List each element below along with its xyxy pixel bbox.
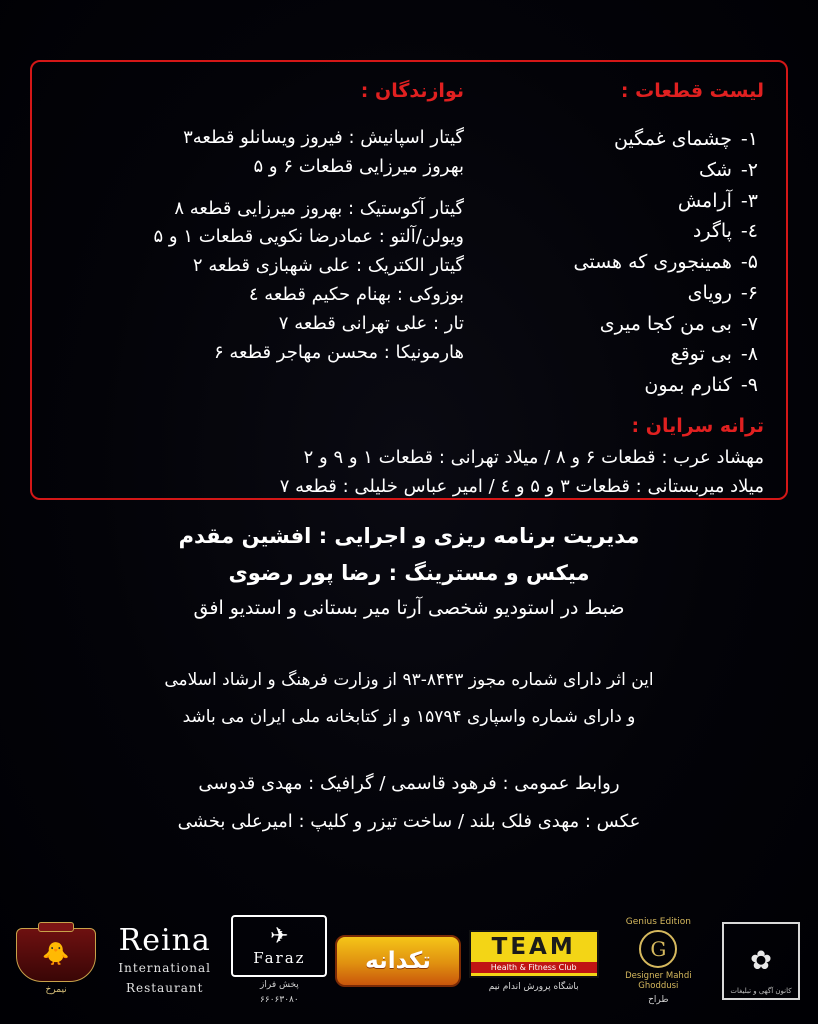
- logo-takdaneh-name: تکدانه: [365, 948, 431, 974]
- ornament-icon: ✿: [750, 946, 772, 976]
- track-title: بی توقع: [670, 343, 732, 366]
- logo-agency-caption: کانون آگهی و تبلیغات: [730, 987, 792, 995]
- logo-nimrokh[interactable]: [14, 928, 98, 995]
- track-title: چشمای غمگین: [613, 128, 732, 150]
- track-item: [464, 216, 764, 247]
- track-item: [464, 124, 764, 155]
- performer-line: گیتار اسپانیش : فیروز ویسانلو قطعه۳: [183, 127, 464, 148]
- logo-faraz-name: Faraz: [253, 948, 306, 967]
- performer-line: بوزوکی : بهنام حکیم قطعه ٤: [248, 283, 464, 305]
- track-number: ۹-: [740, 374, 758, 397]
- shield-icon: [16, 928, 96, 982]
- sponsor-logo-strip: [0, 906, 818, 1016]
- logo-reina-sub1: International: [118, 960, 212, 975]
- logo-agency-frame: [722, 922, 800, 1000]
- songwriter-line: میلاد میربستانی : قطعات ۳ و ۵ و ٤ / امیر عباس خلیلی : قطعه ۷: [279, 476, 764, 498]
- logo-team-word: TEAM: [491, 933, 576, 960]
- logo-team-plate: [469, 930, 599, 978]
- track-title: شک: [699, 158, 732, 181]
- track-title: رویای: [687, 281, 732, 304]
- track-item: [464, 309, 764, 340]
- bird-icon: ✈: [270, 923, 289, 949]
- logo-genius-edition[interactable]: [606, 917, 710, 1005]
- track-title: آرامش: [677, 189, 732, 212]
- logo-genius-top: Genius Edition: [625, 917, 691, 927]
- track-item: [464, 370, 764, 401]
- shield-cap-icon: [38, 922, 74, 932]
- songwriters-heading: ترانه سرایان :: [631, 414, 764, 437]
- logo-faraz-frame: [231, 915, 327, 977]
- info-panel: [30, 60, 788, 500]
- tracklist-column: [464, 80, 764, 401]
- performer-line: بهروز میرزایی قطعات ۶ و ۵: [253, 155, 464, 177]
- credits-section: [0, 518, 818, 624]
- legal-section: [0, 662, 818, 735]
- track-number: ۲-: [740, 158, 758, 181]
- performer-line: تار : علی تهرانی قطعه ۷: [278, 312, 464, 334]
- logo-team-club[interactable]: [469, 930, 599, 992]
- crew-pr-graphic-line: روابط عمومی : فرهود قاسمی / گرافیک : مهدی قدوسی: [198, 773, 620, 794]
- credit-management: مدیریت برنامه ریزی و اجرایی : افشین مقدم: [178, 524, 640, 548]
- logo-nimrokh-label: نیمرخ: [45, 984, 67, 995]
- logo-team-sub: Health & Fitness Club: [471, 962, 597, 973]
- track-number: ٤-: [740, 220, 758, 243]
- track-item: [464, 186, 764, 217]
- track-number: ۷-: [740, 312, 758, 335]
- logo-reina[interactable]: [106, 922, 224, 996]
- logo-genius-fa: طراح: [648, 995, 669, 1005]
- track-number: ۵-: [740, 251, 758, 274]
- track-number: ۱-: [740, 128, 758, 150]
- crew-photo-clip-line: عکس : مهدی فلک بلند / ساخت تیزر و کلیپ : امیرعلی بخشی: [177, 810, 641, 832]
- logo-faraz[interactable]: [231, 915, 327, 1006]
- info-panel-inner: [32, 62, 786, 498]
- logo-agency[interactable]: [718, 922, 804, 1000]
- performer-line: گیتار آکوستیک : بهروز میرزایی قطعه ۸: [174, 197, 464, 219]
- logo-takdaneh-plate: [335, 935, 461, 987]
- logo-reina-sub2: Restaurant: [126, 981, 204, 995]
- track-item: [464, 155, 764, 186]
- track-number: ۳-: [740, 189, 758, 212]
- performers-column: [54, 80, 464, 367]
- eagle-icon: 🐥: [42, 941, 70, 967]
- track-item: [464, 247, 764, 278]
- legal-deposit-line: و دارای شماره واسپاری ۱۵۷۹۴ و از کتابخانه ملی ایران می باشد: [182, 706, 636, 727]
- track-title: همینجوری که هستی: [573, 251, 732, 274]
- logo-genius-designer: Designer Mahdi Ghoddusi: [625, 971, 692, 991]
- songwriters-block: [54, 443, 764, 501]
- credit-mixing: میکس و مسترینگ : رضا پور رضوی: [228, 560, 590, 585]
- legal-license-line: این اثر دارای شماره مجوز ۸۴۴۳-۹۳ از وزارت فرهنگ و ارشاد اسلامی: [164, 670, 654, 690]
- songwriter-line: مهشاد عرب : قطعات ۶ و ۸ / میلاد تهرانی : قطعات ۱ و ۹ و ۲: [303, 446, 764, 468]
- logo-faraz-phone: ۶۶۰۶۳۰۸۰: [260, 995, 299, 1005]
- track-title: بی من کجا میری: [599, 312, 732, 335]
- track-item: [464, 278, 764, 309]
- logo-team-fa: باشگاه پرورش اندام نیم: [488, 982, 579, 992]
- columns-wrapper: [54, 80, 764, 401]
- performers-heading: نوازندگان :: [360, 80, 464, 102]
- crew-section: [0, 765, 818, 841]
- credit-recording: ضبط در استودیو شخصی آرتا میر بستانی و استدیو افق: [193, 596, 625, 619]
- performer-line: گیتار الکتریک : علی شهبازی قطعه ۲: [192, 255, 464, 277]
- logo-genius-letter: G: [639, 930, 677, 968]
- track-title: کنارم بمون: [644, 374, 732, 397]
- track-title: پاگرد: [692, 220, 732, 243]
- track-item: [464, 339, 764, 370]
- track-number: ۶-: [740, 281, 758, 304]
- logo-reina-name: Reina: [118, 922, 211, 958]
- tracklist-heading: لیست قطعات :: [620, 80, 764, 102]
- logo-faraz-distributor: پخش فراز: [260, 980, 299, 991]
- performer-line: ویولن/آلتو : عمادرضا نکویی قطعات ۱ و ۵: [153, 226, 464, 248]
- performer-line: هارمونیکا : محسن مهاجر قطعه ۶: [213, 341, 464, 363]
- logo-takdaneh[interactable]: [335, 935, 461, 987]
- track-number: ۸-: [740, 343, 758, 366]
